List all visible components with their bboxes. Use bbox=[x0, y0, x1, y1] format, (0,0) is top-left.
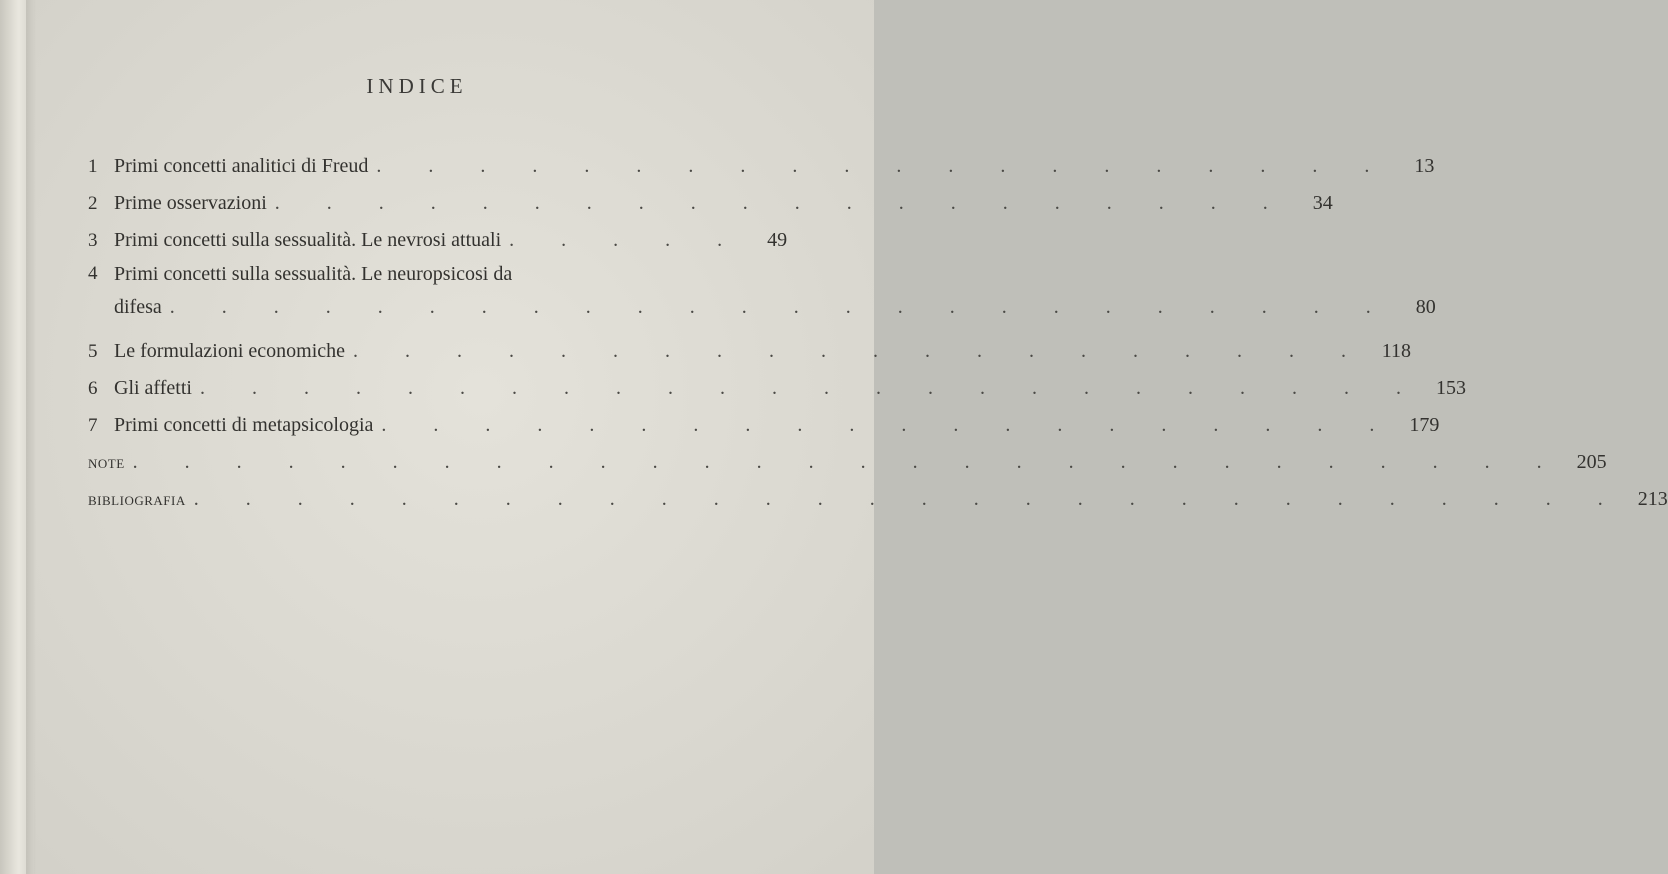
table-of-contents bbox=[88, 148, 1668, 518]
leader-dots: . . . . . . . . . . . . . . . . . . . . . . . . . . . . bbox=[132, 451, 1563, 473]
leader-dots: . . . . . bbox=[509, 229, 744, 251]
chapter-number: 1 bbox=[88, 156, 98, 177]
chapter-title: Le formulazioni economiche bbox=[114, 340, 346, 362]
toc-entry bbox=[88, 407, 1440, 444]
section-title: NOTE bbox=[88, 456, 125, 471]
leader-dots: . . . . . . . . . . . . . . . . . . . . bbox=[376, 155, 1391, 177]
toc-entry bbox=[88, 222, 788, 259]
leader-dots: . . . . . . . . . . . . . . . . . . . . . . . . bbox=[199, 377, 1422, 399]
leader-dots: . . . . . . . . . . . . . . . . . . . . bbox=[353, 340, 1368, 362]
chapter-number: 2 bbox=[88, 193, 98, 214]
page-number: 13 bbox=[1414, 155, 1435, 177]
page-title: INDICE bbox=[366, 74, 468, 98]
chapter-title: Primi concetti di metapsicologia bbox=[114, 414, 374, 436]
page-number: 80 bbox=[1415, 296, 1436, 318]
chapter-title: Primi concetti analitici di Freud bbox=[114, 155, 369, 177]
chapter-title-line2: difesa bbox=[114, 296, 162, 318]
page-number: 205 bbox=[1576, 451, 1607, 473]
section-title: BIBLIOGRAFIA bbox=[88, 493, 186, 508]
chapter-title: Prime osservazioni bbox=[114, 192, 267, 214]
chapter-title: Gli affetti bbox=[114, 377, 192, 399]
leader-dots: . . . . . . . . . . . . . . . . . . . . bbox=[381, 414, 1396, 436]
page-number: 153 bbox=[1435, 377, 1466, 399]
leader-dots: . . . . . . . . . . . . . . . . . . . . . . . . . . . . bbox=[193, 488, 1624, 510]
toc-entry-bibliography bbox=[88, 481, 1668, 518]
page-number: 179 bbox=[1409, 414, 1440, 436]
page-number: 118 bbox=[1381, 340, 1412, 362]
toc-entry bbox=[88, 185, 1333, 222]
page-number: 34 bbox=[1312, 192, 1333, 214]
chapter-number: 4 bbox=[88, 263, 98, 284]
chapter-title: Primi concetti sulla sessualità. Le nevrosi attuali bbox=[114, 229, 502, 251]
toc-entry bbox=[88, 148, 1435, 185]
toc-entry bbox=[88, 333, 1412, 370]
page-number: 49 bbox=[767, 229, 788, 251]
leader-dots: . . . . . . . . . . . . . . . . . . . . bbox=[274, 192, 1289, 214]
chapter-number: 5 bbox=[88, 341, 98, 362]
toc-entry bbox=[88, 370, 1466, 407]
chapter-number: 3 bbox=[88, 230, 98, 251]
page-number: 213 bbox=[1637, 488, 1668, 510]
chapter-number: 6 bbox=[88, 378, 98, 399]
chapter-title-line1: Primi concetti sulla sessualità. Le neuropsicosi da bbox=[114, 263, 513, 285]
page-binding-shadow bbox=[26, 0, 36, 874]
chapter-number: 7 bbox=[88, 415, 98, 436]
leader-dots: . . . . . . . . . . . . . . . . . . . . . . . . bbox=[169, 296, 1392, 318]
toc-entry-notes bbox=[88, 444, 1607, 481]
toc-entry bbox=[88, 259, 1436, 333]
